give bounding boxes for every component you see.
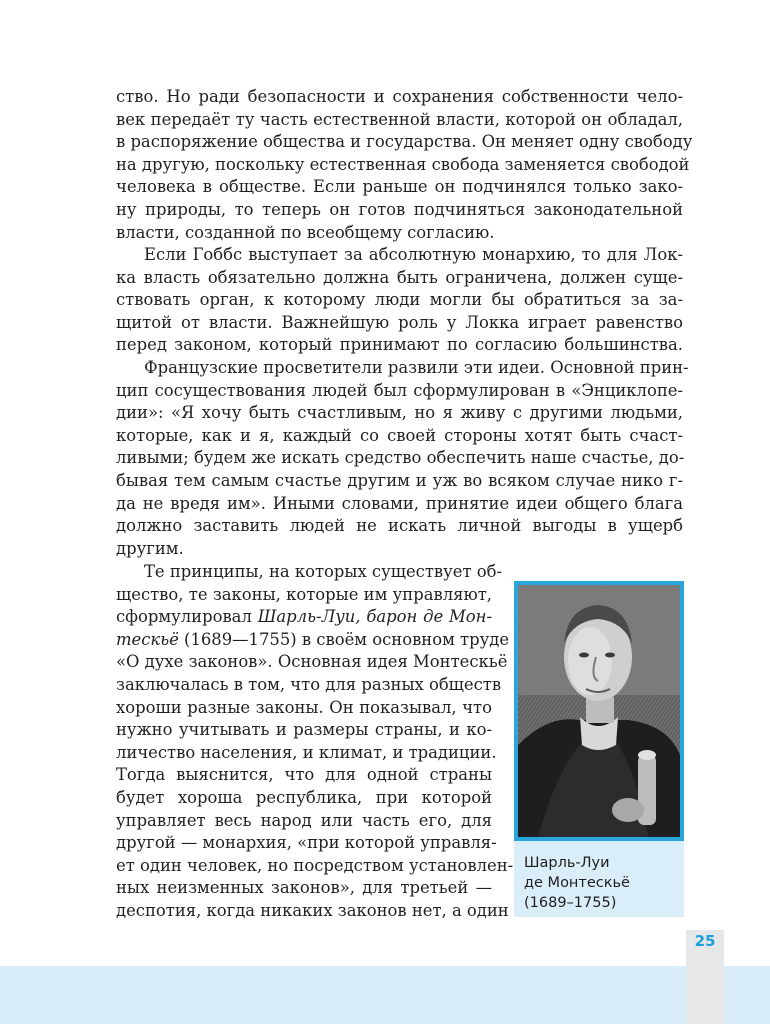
text-line: человека в обществе. Если раньше он подчинялся только зако- xyxy=(116,177,683,197)
italic-name: Шарль-Луи, барон де Мон- xyxy=(257,607,492,627)
text-line: ет один человек, но посредством установлен- xyxy=(116,855,514,875)
text-line: которые, как и я, каждый со своей стороны хотят быть счаст- xyxy=(116,425,683,445)
text-line: ство. Но ради безопасности и сохранения собственности чело- xyxy=(116,87,683,106)
caption-line: Шарль-Луи xyxy=(524,855,610,871)
paragraph-3 xyxy=(116,357,689,560)
text-line: Те принципы, на которых существует об- xyxy=(144,562,503,581)
text-line: власти, созданной по всеобщему согласию. xyxy=(116,222,495,242)
text-line: личество населения, и климат, и традиции. xyxy=(116,742,497,762)
text-line: Тогда выяснится, что для одной страны xyxy=(116,765,492,785)
text-line: бывая тем самым счастье другим и уж во всяком случае нико г- xyxy=(116,470,683,490)
paragraph-2 xyxy=(116,244,683,357)
caption-line: де Монтескьё xyxy=(524,875,630,891)
footer-band xyxy=(0,966,770,1024)
text-line: другой — монархия, «при которой управля- xyxy=(116,833,497,853)
italic-name: тескьё xyxy=(116,629,179,649)
text-line: век передаёт ту часть естественной власти, которой он обладал, xyxy=(116,109,683,129)
paragraph-4 xyxy=(116,561,514,923)
text-line: перед законом, который принимают по согласию большинства. xyxy=(116,335,683,355)
portrait-frame xyxy=(514,581,684,841)
portrait-caption xyxy=(524,853,630,913)
text-line: должно заставить людей не искать личной выгоды в ущерб xyxy=(116,516,683,536)
text-line: Французские просветители развили эти идеи. Основной прин- xyxy=(144,358,689,377)
text-line: на другую, поскольку естественная свобода заменяется свободой xyxy=(116,154,690,174)
text-line: сформулировал Шарль-Луи, барон де Мон- xyxy=(116,607,492,627)
text-line: хороши разные законы. Он показывал, что xyxy=(116,697,492,717)
text-line: Если Гоббс выступает за абсолютную монархию, то для Лок- xyxy=(144,245,683,264)
text-line: в распоряжение общества и государства. Он меняет одну свободу xyxy=(116,132,693,152)
text-line: щество, те законы, которые им управляют, xyxy=(116,584,492,604)
text-line: ка власть обязательно должна быть ограничена, должен суще- xyxy=(116,267,683,287)
text-line: нужно учитывать и размеры страны, и ко- xyxy=(116,720,492,740)
text-line: цип сосуществования людей был сформулирован в «Энциклопе- xyxy=(116,380,683,400)
text-line: щитой от власти. Важнейшую роль у Локка играет равенство xyxy=(116,312,683,332)
text-line: управляет весь народ или часть его, для xyxy=(116,810,492,830)
portrait-engraving-icon xyxy=(518,585,680,837)
page-number: 25 xyxy=(694,932,716,950)
text-line: да не вредя им». Иными словами, принятие идеи общего блага xyxy=(116,493,683,513)
portrait-figure xyxy=(514,581,684,917)
caption-line: (1689–1755) xyxy=(524,895,617,911)
text-line: ствовать орган, к которому люди могли бы обратиться за за- xyxy=(116,290,683,310)
text-line: деспотия, когда никаких законов нет, а один xyxy=(116,900,509,920)
paragraph-1 xyxy=(116,86,693,244)
text-line: заключалась в том, что для разных обществ xyxy=(116,674,502,694)
text-line: будет хороша республика, при которой xyxy=(116,787,492,807)
text-line: другим. xyxy=(116,538,184,558)
text-line: ных неизменных законов», для третьей — xyxy=(116,878,492,898)
text-line: дии»: «Я хочу быть счастливым, но я живу с другими людьми, xyxy=(116,403,683,423)
text-line: тескьё (1689—1755) в своём основном труде xyxy=(116,629,510,649)
text-line: ну природы, то теперь он готов подчиняться законодательной xyxy=(116,199,683,219)
text-line: «О духе законов». Основная идея Монтескьё xyxy=(116,652,508,672)
text-line: ливыми; будем же искать средство обеспечить наше счастье, до- xyxy=(116,448,685,468)
